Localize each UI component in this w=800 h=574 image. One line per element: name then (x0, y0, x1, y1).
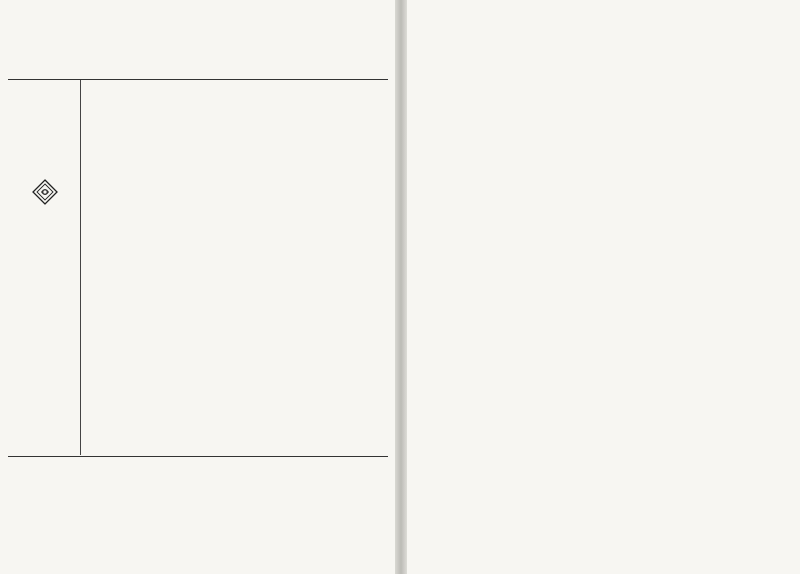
scout-emblem-icon (32, 179, 58, 205)
label-column-divider (80, 80, 81, 455)
results-page (407, 0, 800, 574)
footer-divider (8, 456, 388, 457)
protocol-page (0, 0, 395, 574)
header-divider (8, 79, 388, 80)
book-gutter (395, 0, 407, 574)
